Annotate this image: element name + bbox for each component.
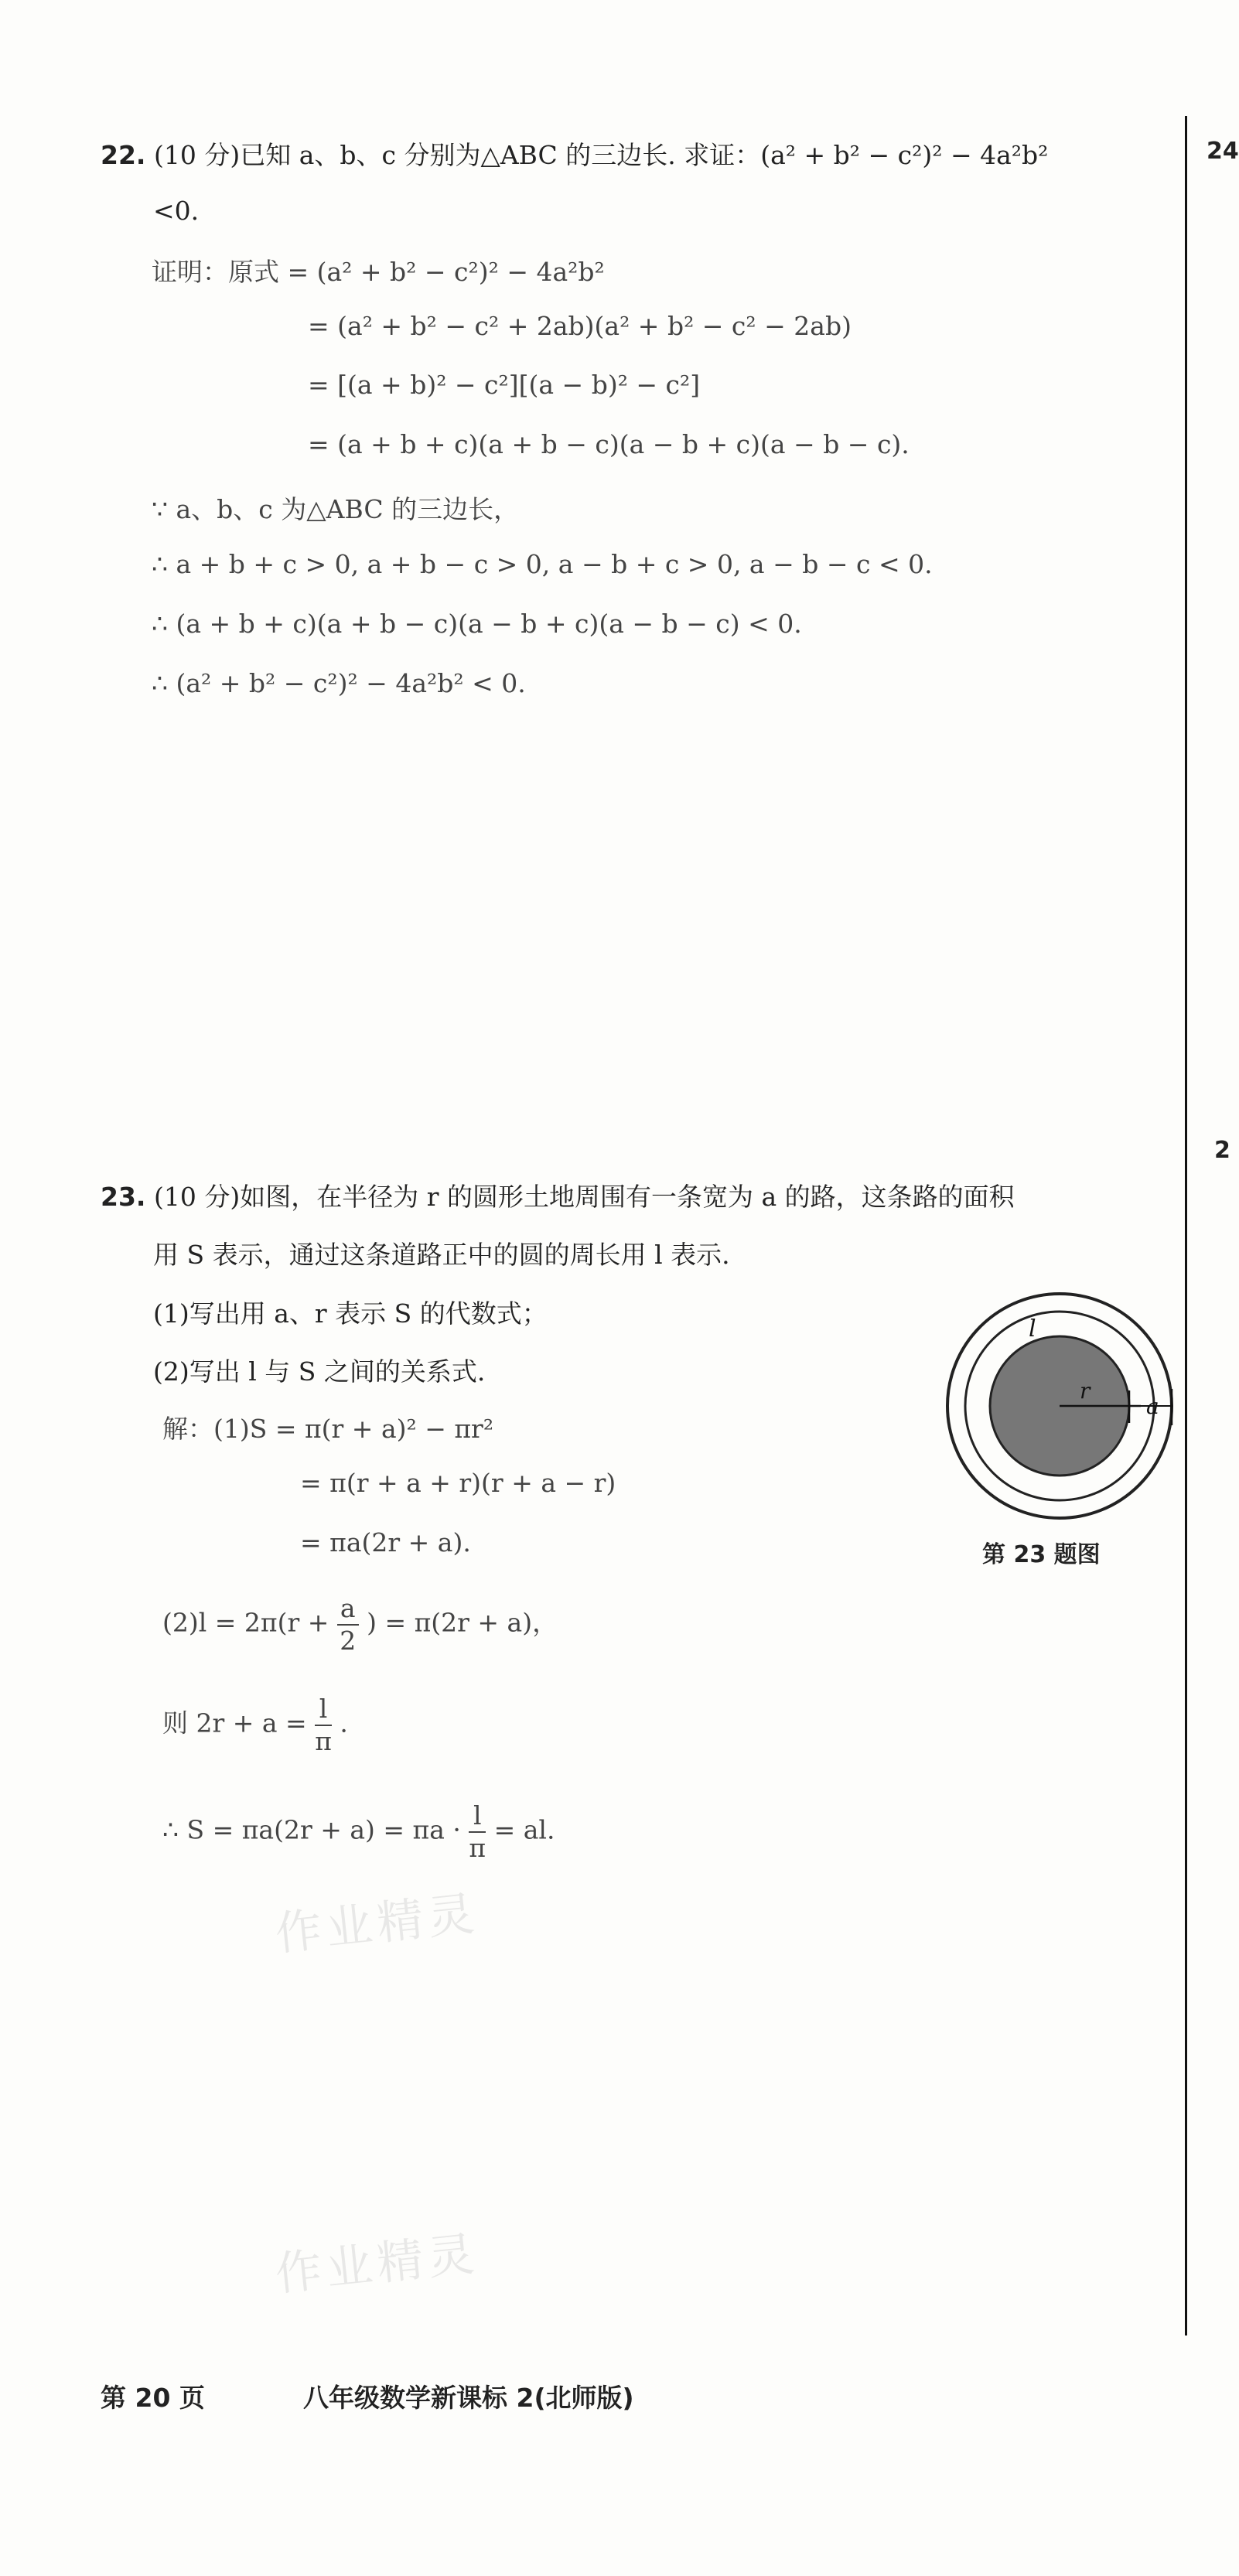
q22-proof-line-5: ∵ a、b、c 为△ABC 的三边长， [152,494,520,524]
fraction-denominator: 2 [340,1625,357,1656]
q22-proof-line-7: ∴ (a + b + c)(a + b − c)(a − b + c)(a − b − c) < 0. [152,609,802,639]
q22-proof-line-2: = (a² + b² − c² + 2ab)(a² + b² − c² − 2ab) [308,311,852,341]
q23-then-line [162,1694,348,1756]
q22-proof-line-8: ∴ (a² + b² − c²)² − 4a²b² < 0. [152,668,526,698]
q23-figure-caption: 第 23 题图 [982,1541,1101,1568]
fraction-denominator: π [315,1725,332,1756]
q23-solution-line-2: = π(r + a + r)(r + a − r) [300,1468,616,1498]
q23-stem-text: (10 分)如图，在半径为 r 的圆形土地周围有一条宽为 a 的路，这条路的面积 [153,1182,1015,1212]
label-r: r [1080,1378,1091,1404]
right-edge-number-mid: 2 [1214,1137,1230,1164]
q23-part2-suffix: ) = π(2r + a)， [367,1607,558,1638]
q23-figure [936,1290,1183,1530]
q23-number: 23. [101,1182,146,1212]
fraction-numerator: a [337,1593,359,1626]
q23-conclude-fraction [469,1800,486,1863]
q23-part2-fraction [337,1593,359,1656]
q22-stem-text: (10 分)已知 a、b、c 分别为△ABC 的三边长. 求证：(a² + b² − c²)² − 4a²b² [153,140,1049,170]
q22-proof-line-4: = (a + b + c)(a + b − c)(a − b + c)(a − b − c). [308,429,910,459]
q23-conclusion-line [162,1800,555,1863]
q23-part2-answer [162,1593,558,1656]
q22-number: 22. [101,140,146,170]
q23-solution-line-1: 解：(1)S = π(r + a)² − πr² [162,1414,494,1444]
q23-conclude-suffix: = al. [493,1814,555,1845]
label-a: a [1146,1394,1159,1419]
q23-then-suffix: . [340,1708,348,1738]
q23-part1: (1)写出用 a、r 表示 S 的代数式； [153,1298,548,1329]
right-edge-number-top: 24 [1207,138,1239,165]
q23-solution-line-3: = πa(2r + a). [300,1527,471,1558]
footer-book-title: 八年级数学新课标 2(北师版) [303,2383,634,2413]
watermark: 作业精灵 [272,2226,482,2302]
q22-stem-line1 [101,135,1048,172]
right-margin-rule [1185,116,1187,2335]
fraction-numerator: l [469,1800,486,1833]
q23-conclude-prefix: ∴ S = πa(2r + a) = πa · [162,1814,461,1845]
q22-proof-line-1: 证明：原式 = (a² + b² − c²)² − 4a²b² [152,257,605,287]
q22-proof-line-3: = [(a + b)² − c²][(a − b)² − c²] [308,370,701,400]
q23-part2: (2)写出 l 与 S 之间的关系式. [153,1356,486,1387]
q23-then-prefix: 则 2r + a = [162,1708,307,1738]
label-l: l [1029,1315,1036,1343]
footer-page-number: 第 20 页 [101,2383,205,2413]
q23-stem-line1 [101,1177,1015,1213]
q23-part2-prefix: (2)l = 2π(r + [162,1607,329,1638]
fraction-numerator: l [315,1694,332,1726]
q22-proof-line-6: ∴ a + b + c > 0, a + b − c > 0, a − b + c > 0, a − b − c < 0. [152,549,933,579]
q22-stem-line2: <0. [153,196,200,226]
fraction-denominator: π [469,1832,486,1863]
q23-stem-line2: 用 S 表示，通过这条道路正中的圆的周长用 l 表示. [153,1240,730,1270]
q23-then-fraction [315,1694,332,1756]
watermark: 作业精灵 [272,1886,482,1962]
